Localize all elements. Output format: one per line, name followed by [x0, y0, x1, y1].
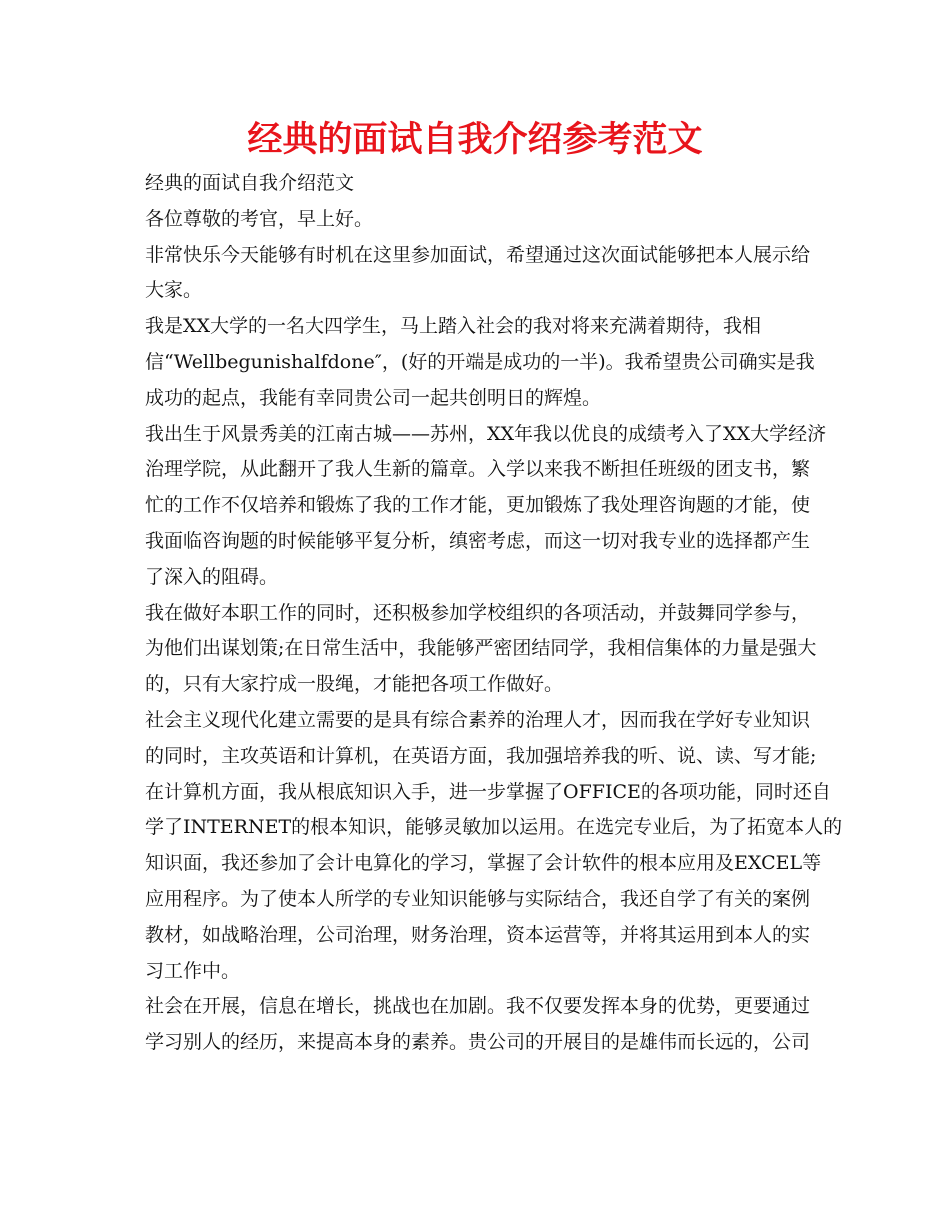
body-line: 忙的工作不仅培养和锻炼了我的工作才能，更加锻炼了我处理咨询题的才能，使: [145, 494, 811, 517]
body-line: 了深入的阻碍。: [145, 565, 279, 588]
body-line: 治理学院，从此翻开了我人生新的篇章。入学以来我不断担任班级的团支书，繁: [145, 458, 811, 481]
body-line: 学了INTERNET的根本知识，能够灵敏加以运用。在选完专业后，为了拓宽本人的: [145, 816, 843, 839]
body-line: 我出生于风景秀美的江南古城——苏州，XX年我以优良的成绩考入了XX大学经济: [145, 422, 827, 445]
body-line: 大家。: [145, 279, 203, 302]
document-title: 经典的面试自我介绍参考范文: [247, 120, 703, 160]
document-body: [145, 166, 843, 1061]
body-line: 学习别人的经历，来提高本身的素养。贵公司的开展目的是雄伟而长远的，公司: [145, 1031, 811, 1054]
body-line: 我面临咨询题的时候能够平复分析，缜密考虑，而这一切对我专业的选择都产生: [145, 529, 811, 552]
body-line: 信“Wellbegunishalfdone″，(好的开端是成功的一半)。我希望贵公司确实是我: [145, 350, 815, 373]
body-line: 各位尊敬的考官，早上好。: [145, 207, 374, 230]
body-line: 在计算机方面，我从根底知识入手，进一步掌握了OFFICE的各项功能，同时还自: [145, 780, 831, 803]
body-line: 知识面，我还参加了会计电算化的学习，掌握了会计软件的根本应用及EXCEL等: [145, 852, 822, 875]
body-line: 为他们出谋划策;在日常生活中，我能够严密团结同学，我相信集体的力量是强大: [145, 637, 817, 660]
body-line: 我在做好本职工作的同时，还积极参加学校组织的各项活动，并鼓舞同学参与，: [145, 601, 811, 624]
body-line: 我是XX大学的一名大四学生，马上踏入社会的我对将来充满着期待，我相: [145, 315, 762, 338]
body-line: 的，只有大家拧成一股绳，才能把各项工作做好。: [145, 673, 564, 696]
body-line: 成功的起点，我能有幸同贵公司一起共创明日的辉煌。: [145, 386, 602, 409]
body-line: 社会主义现代化建立需要的是具有综合素养的治理人才，因而我在学好专业知识: [145, 708, 811, 731]
body-line: 非常快乐今天能够有时机在这里参加面试，希望通过这次面试能够把本人展示给: [145, 243, 811, 266]
body-line: 社会在开展，信息在增长，挑战也在加剧。我不仅要发挥本身的优势，更要通过: [145, 995, 811, 1018]
body-line: 习工作中。: [145, 959, 241, 982]
body-line: 应用程序。为了使本人所学的专业知识能够与实际结合，我还自学了有关的案例: [145, 887, 811, 910]
body-line: 经典的面试自我介绍范文: [145, 172, 355, 194]
body-line: 的同时，主攻英语和计算机，在英语方面，我加强培养我的听、说、读、写才能;: [145, 744, 817, 767]
body-line: 教材，如战略治理，公司治理，财务治理，资本运营等，并将其运用到本人的实: [145, 923, 811, 946]
